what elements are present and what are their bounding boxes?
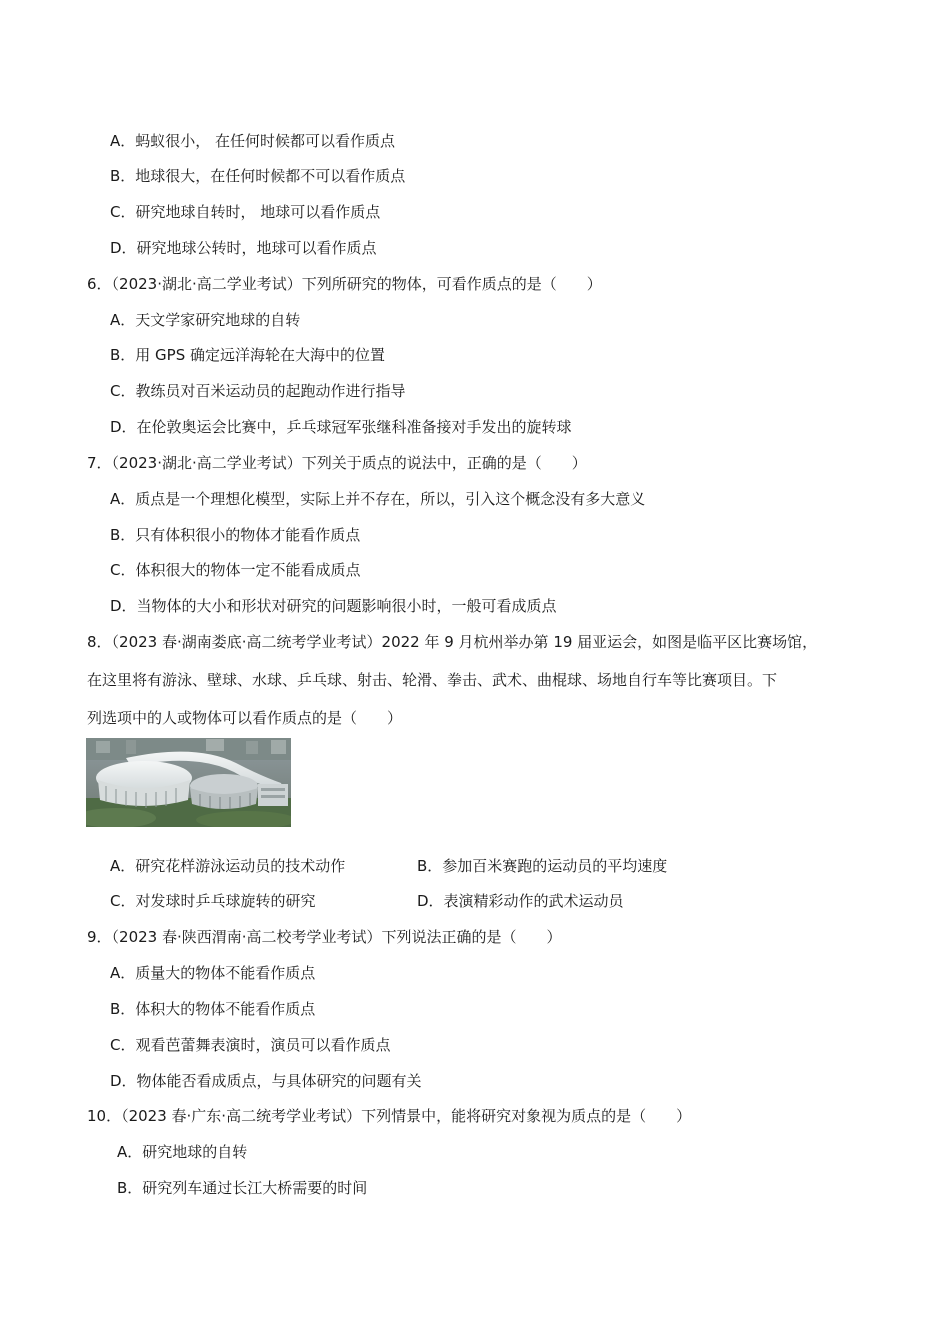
q6-option-b: B．用 GPS 确定远洋海轮在大海中的位置 xyxy=(110,346,386,364)
q7-option-b: B．只有体积很小的物体才能看作质点 xyxy=(110,526,361,544)
q9-option-b: B．体积大的物体不能看作质点 xyxy=(110,1000,316,1018)
q7-option-d: D．当物体的大小和形状对研究的问题影响很小时，一般可看成质点 xyxy=(110,597,557,615)
q6-option-a: A．天文学家研究地球的自转 xyxy=(110,311,301,329)
q10-option-a: A．研究地球的自转 xyxy=(117,1143,248,1161)
q7-stem: 7．（2023·湖北·高二学业考试）下列关于质点的说法中，正确的是（ ） xyxy=(87,454,587,472)
q8-option-b: B．参加百米赛跑的运动员的平均速度 xyxy=(417,857,668,875)
q8-option-d: D．表演精彩动作的武术运动员 xyxy=(417,892,624,910)
q9-option-a: A．质量大的物体不能看作质点 xyxy=(110,964,316,982)
q7-option-c: C．体积很大的物体一定不能看成质点 xyxy=(110,561,361,579)
q10-stem: 10．（2023 春·广东·高二统考学业考试）下列情景中，能将研究对象视为质点的是（ ） xyxy=(87,1107,692,1125)
q9-stem: 9．（2023 春·陕西渭南·高二校考学业考试）下列说法正确的是（ ） xyxy=(87,928,562,946)
q5-option-d: D．研究地球公转时，地球可以看作质点 xyxy=(110,239,377,257)
q9-option-c: C．观看芭蕾舞表演时，演员可以看作质点 xyxy=(110,1036,391,1054)
stadium-photo xyxy=(86,738,291,827)
q9-option-d: D．物体能否看成质点，与具体研究的问题有关 xyxy=(110,1072,422,1090)
q6-option-c: C．教练员对百米运动员的起跑动作进行指导 xyxy=(110,382,406,400)
q8-option-a: A．研究花样游泳运动员的技术动作 xyxy=(110,857,346,875)
q5-option-a: A．蚂蚁很小， 在任何时候都可以看作质点 xyxy=(110,132,396,150)
q7-option-a: A．质点是一个理想化模型，实际上并不存在，所以，引入这个概念没有多大意义 xyxy=(110,490,646,508)
q8-stem-line-2: 在这里将有游泳、壁球、水球、乒乓球、射击、轮滑、拳击、武术、曲棍球、场地自行车等比赛项目。下 xyxy=(87,671,778,689)
q5-option-b: B．地球很大，在任何时候都不可以看作质点 xyxy=(110,167,406,185)
q6-stem: 6．（2023·湖北·高二学业考试）下列所研究的物体，可看作质点的是（ ） xyxy=(87,275,602,293)
q8-stem-line-1: 8．（2023 春·湖南娄底·高二统考学业考试）2022 年 9 月杭州举办第 19 届亚运会，如图是临平区比赛场馆， xyxy=(87,633,818,651)
q8-stem-line-3: 列选项中的人或物体可以看作质点的是（ ） xyxy=(87,709,403,727)
q6-option-d: D．在伦敦奥运会比赛中，乒乓球冠军张继科准备接对手发出的旋转球 xyxy=(110,418,572,436)
q5-option-c: C．研究地球自转时， 地球可以看作质点 xyxy=(110,203,381,221)
q10-option-b: B．研究列车通过长江大桥需要的时间 xyxy=(117,1179,368,1197)
q8-option-c: C．对发球时乒乓球旋转的研究 xyxy=(110,892,316,910)
